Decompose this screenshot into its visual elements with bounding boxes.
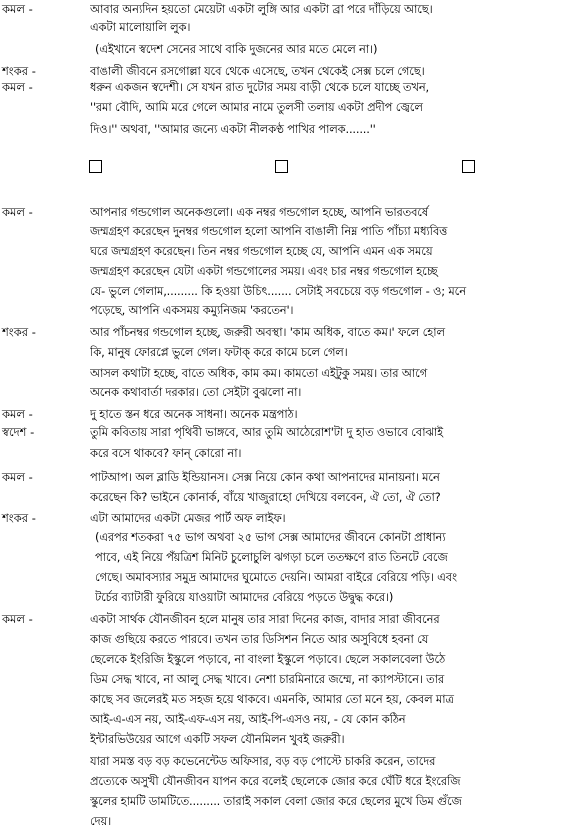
speaker-label: কমল - — [2, 80, 33, 94]
text-line: স্কুলের হামটি ডামটিতে......... তারাই সকাল বেলা জোর করে ছেলের মুখে ডিম গুঁজে — [90, 794, 462, 808]
text-line: দিও।'' অথবা, ''আমার জন্যে একটা নীলকণ্ঠ পাখির পালক.......'' — [90, 122, 376, 136]
text-line: দু হাতে স্তন ধরে অনেক সাধনা। অনেক মন্ত্রপাঠ। — [90, 407, 298, 421]
text-line: কাছে সব জলেরই মত সহজ হয়ে থাকবে। এমনকি, আমার তো মনে হয়, কেবল মাত্র — [90, 692, 454, 706]
text-line: করেছেন কি? ভাইনে কোনার্ক, বাঁয়ে খাজুরাহো দেখিয়ে বলবেন, ঐ তো, ঐ তো? — [90, 490, 441, 504]
text-line: গেছে। অমাবস্যার সমুদ্র আমাদের ঘুমোতে দেয়নি। আমরা বাইরে বেরিয়ে পড়ি। এবং — [95, 570, 457, 584]
text-line: আবার অন্যদিন হয়তো মেয়েটা একটা লুঙ্গি আর একটা ব্রা পরে দাঁড়িয়ে আছে। — [90, 2, 433, 16]
text-line: জম্মগ্রহণ করেছেন যেটা একটা গন্ডগোলের সময়। এবং চার নম্বর গন্ডগোল হচ্ছে — [90, 264, 438, 278]
separator-box — [462, 160, 475, 173]
speaker-label: কমল - — [2, 2, 33, 16]
text-line: একটা মালোয়ালি লুক। — [90, 20, 191, 34]
text-line: (এইখানে স্বদেশ সেনের সাথে বাকি দুজনের আর মতে মেলে না।) — [95, 42, 378, 56]
text-line: আর পাঁচনম্বর গন্ডগোল হচ্ছে, জরুরী অবস্থা। 'কাম অধিক, বাতে কম।' ফলে হোল — [90, 325, 445, 339]
text-line: প্রত্যেকে অসুখী যৌনজীবন যাপন করে বলেই ছেলেকে জোর করে ঘেঁটি ধরে ইংরেজি — [90, 774, 461, 788]
text-line: ইন্টারভিউয়ের আগে একটি সফল যৌনমিলন খুবই জরুরী। — [90, 732, 345, 746]
text-line: করে বসে থাকবে? ফান্‌ কোরো না। — [90, 446, 242, 460]
text-line: পাটআপ। অল ব্লাডি ইন্ডিয়ানস। সেক্স নিয়ে কোন কথা আপনাদের মানায়না। মনে — [90, 470, 440, 484]
text-line: এটা আমাদের একটা মেজর পার্ট অফ লাইফ। — [90, 511, 286, 525]
speaker-label: শংকর - — [2, 325, 36, 339]
text-line: টর্চের ব্যাটারী ফুরিয়ে যাওয়াটা আমাদের বেরিয়ে পড়তে উদ্বুদ্ধ করে।) — [95, 590, 394, 604]
text-line: বাঙালী জীবনে রসগোল্লা যবে থেকে এসেছে, তখন থেকেই সেক্স চলে গেছে। — [90, 64, 425, 78]
text-line: আই-এ-এস নয়, আই-এফ-এস নয়, আই-পি-এসও নয়, - যে কোন কঠিন — [90, 712, 406, 726]
text-line: ''রমা বৌদি, আমি মরে গেলে আমার নামে তুলসী তলায় একটা প্রদীপ জ্বেলে — [90, 100, 423, 114]
text-line: (এরপর শতকরা ৭৫ ভাগ অথবা ২৫ ভাগ সেক্স আমাদের জীবনে কোনটা প্রাধান্য — [95, 530, 446, 544]
text-line: কি, মানুষ ফোরপ্লে ভুলে গেল। ফটাক্‌ করে কামে চলে গেল। — [90, 345, 348, 359]
speaker-label: কমল - — [2, 407, 33, 421]
speaker-label: কমল - — [2, 470, 33, 484]
text-line: আসল কথাটা হচ্ছে, বাতে অধিক, কাম কম। কামতো এইটুকু সময়। তার আগে — [90, 366, 428, 380]
text-line: কাজ গুছিয়ে করতে পারবে। তখন তার ডিসিশন নিতে আর অসুবিধে হবনা যে — [90, 632, 429, 646]
text-line: আপনার গন্ডগোল অনেকগুলো। এক নম্বর গন্ডগোল হচ্ছে, আপনি ভারতবর্ষে — [90, 205, 429, 219]
speaker-label: কমল - — [2, 612, 33, 626]
speaker-label: কমল - — [2, 205, 33, 219]
text-line: ছেলেকে ইংরিজি ইস্কুলে পড়াবে, না বাংলা ইস্কুলে পড়াবে। ছেলে সকালবেলা উঠে — [90, 652, 446, 666]
text-line: দেয়। — [90, 814, 111, 828]
text-line: ডিম সেদ্ধ খাবে, না আলু সেদ্ধ খাবে। নেশা চারমিনারে জম্মে, না ক্যাপস্টানে। তার — [90, 672, 445, 686]
speaker-label: স্বদেশ - — [2, 425, 35, 439]
text-line: পাবে, এই নিয়ে পঁয়ত্রিশ মিনিট চুলোচুলি ঝগড়া চলে ততক্ষণে রাত তিনটে বেজে — [95, 550, 448, 564]
speaker-label: শংকর - — [2, 511, 36, 525]
text-line: অনেক কথাবার্তা দরকার। তো সেইটা বুঝলো না। — [90, 385, 302, 399]
separator-box — [275, 160, 288, 173]
text-line: পড়েছে, আপনি একসময় কম্যুনিজম 'করতেন'। — [90, 303, 294, 317]
text-line: যারা সমস্ত বড় বড় কভেনেন্টেড অফিসার, বড় বড় পোস্টে চাকরি করেন, তাদের — [90, 754, 436, 768]
text-line: জম্মগ্রহণ করেছেন দুনম্বর গন্ডগোল হলো আপনি বাঙালী নিম্ন পাতি পাঁচ্যা মধ্যবিত্ত — [90, 224, 448, 238]
text-line: ঘরে জম্মগ্রহণ করেছেন। তিন নম্বর গন্ডগোল হচ্ছে যে, আপনি এমন এক সময়ে — [90, 244, 433, 258]
separator-box — [89, 160, 102, 173]
speaker-label: শংকর - — [2, 64, 36, 78]
text-line: তুমি কবিতায় সারা পৃথিবী ভাঙ্গবে, আর তুমি আঠেরোশ'টা দু হাত ওভাবে বোঝাই — [90, 425, 443, 439]
text-line: যে- ভুলে গেলাম,......... কি হওয়া উচিৎ....... সেটাই সবচেয়ে বড় গন্ডগোল - ও; মনে — [90, 284, 466, 298]
text-line: ধরুন একজন স্বদেশী। সে যখন রাত দুটোর সময় বাড়ী থেকে চলে যাচ্ছে তখন, — [90, 80, 429, 94]
text-line: একটা সার্থক যৌনজীবন হলে মানুষ তার সারা দিনের কাজ, বাদার সারা জীবনের — [90, 612, 440, 626]
